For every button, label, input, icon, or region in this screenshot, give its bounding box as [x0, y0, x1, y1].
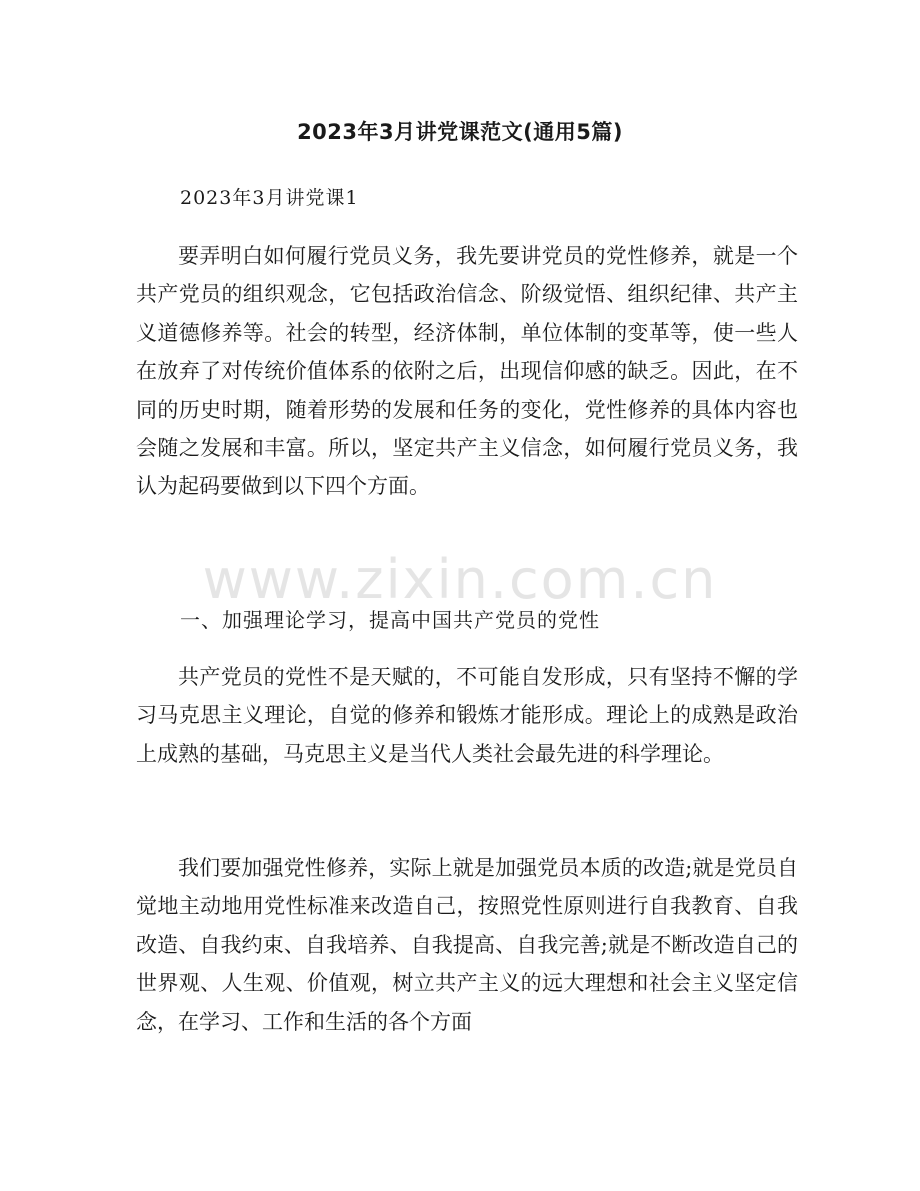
paragraph-3: 我们要加强党性修养，实际上就是加强党员本质的改造;就是党员自觉地主动地用党性标准来改造自己，按照党性原则进行自我教育、自我改造、自我约束、自我培养、自我提高、自我完善;就是不断改造自己的世界观、人生观、价值观，树立共产主义的远大理想和社会主义坚定信念，在学习、工作和生活的各个方面 [136, 856, 798, 1034]
section-subtitle: 2023年3月讲党课1 [180, 187, 359, 209]
paragraph-2: 共产党员的党性不是天赋的，不可能自发形成，只有坚持不懈的学习马克思主义理论，自觉的修养和锻炼才能形成。理论上的成熟是政治上成熟的基础，马克思主义是当代人类社会最先进的科学理论。 [136, 665, 798, 766]
document-title: 2023年3月讲党课范文(通用5篇) [297, 120, 623, 144]
section-heading-1: 一、加强理论学习，提高中国共产党员的党性 [180, 608, 600, 632]
watermark-text: www.zixin.com.cn [202, 548, 718, 611]
paragraph-1: 要弄明白如何履行党员义务，我先要讲党员的党性修养，就是一个共产党员的组织观念，它包括政治信念、阶级觉悟、组织纪律、共产主义道德修养等。社会的转型，经济体制，单位体制的变革等，使一些人在放弃了对传统价值体系的依附之后，出现信仰感的缺乏。因此，在不同的历史时期，随着形势的发展和任务的变化，党性修养的具体内容也会随之发展和丰富。所以，坚定共产主义信念，如何履行党员义务，我认为起码要做到以下四个方面。 [136, 244, 798, 499]
